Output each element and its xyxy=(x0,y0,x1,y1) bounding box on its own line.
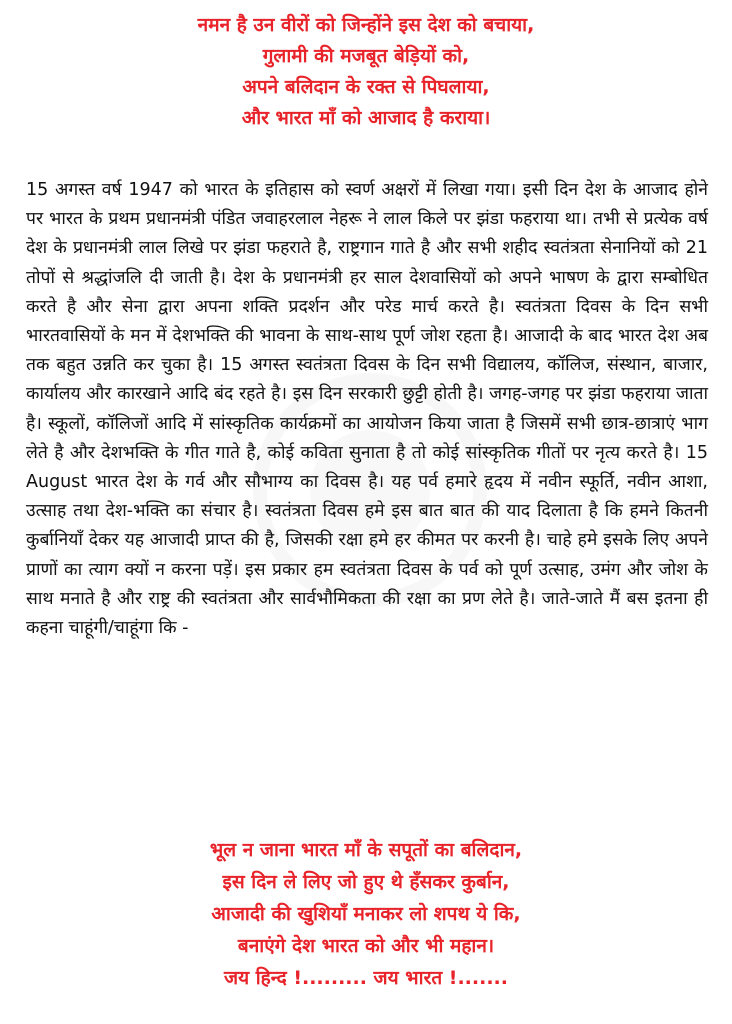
top-poem-line-2: गुलामी की मजबूत बेड़ियों को, xyxy=(262,45,470,67)
bottom-poem-line-2: इस दिन ले लिए जो हुए थे हँसकर कुर्बान, xyxy=(222,871,510,893)
top-poem-line-1: नमन है उन वीरों को जिन्होंने इस देश को बचाया, xyxy=(197,14,535,36)
essay-paragraph: 15 अगस्त वर्ष 1947 को भारत के इतिहास को स्वर्ण अक्षरों में लिखा गया। इसी दिन देश के आजाद होने पर भारत के प्रथम प्रधानमंत्री पंडित जवाहरलाल नेहरू ने लाल किले पर झंडा फहराया था। तभी से प्रत्येक वर्ष देश के प्रधानमंत्री लाल लिखे पर झंडा फहराते है, राष्ट्रगान गाते है और सभी शहीद स्वतंत्रता सेनानियों को 21 तोपों से श्रद्धांजलि दी जाती है। देश के प्रधानमंत्री हर साल देशवासियों को अपने भाषण के द्वारा सम्बोधित करते है और सेना द्वारा अपना शक्ति प्रदर्शन और परेड मार्च करते है। स्वतंत्रता दिवस के दिन सभी भारतवासियों के मन में देशभक्ति की भावना के साथ-साथ पूर्ण जोश रहता है। आजादी के बाद भारत देश अब तक बहुत उन्नति कर चुका है। 15 अगस्त स्वतंत्रता दिवस के दिन सभी विद्यालय, कॉलिज, संस्थान, बाजार, कार्यालय और कारखाने आदि बंद रहते है। इस दिन सरकारी छुट्टी होती है। जगह-जगह पर झंडा फहराया जाता है। स्कूलों, कॉलिजों आदि में सांस्कृतिक कार्यक्रमों का आयोजन किया जाता है जिसमें सभी छात्र-छात्राएं भाग लेते है और देशभक्ति के गीत गाते है, कोई कविता सुनाता है तो कोई सांस्कृतिक गीतों पर नृत्य करते है। 15 August भारत देश के गर्व और सौभाग्य का दिवस है। यह पर्व हमारे हृदय में नवीन स्फूर्ति, नवीन आशा, उत्साह तथा देश-भक्ति का संचार है। स्वतंत्रता दिवस हमे इस बात बात की याद दिलाता है कि हमने कितनी कुर्बानियाँ देकर यह आजादी प्राप्त की है, जिसकी रक्षा हमे हर कीमत पर करनी है। चाहे हमे इसके लिए अपने प्राणों का त्याग क्यों न करना पड़ें। इस प्रकार हम स्वतंत्रता दिवस के पर्व को पूर्ण उत्साह, उमंग और जोश के साथ मनाते है और राष्ट्र की स्वतंत्रता और सार्वभौमिकता की रक्षा का प्रण लेते है। जाते-जाते मैं बस इतना ही कहना चाहूंगी/चाहूंगा कि - xyxy=(26,180,708,639)
top-poem-line-4: और भारत माँ को आजाद है कराया। xyxy=(241,107,491,129)
top-poem-line-3: अपने बलिदान के रक्त से पिघलाया, xyxy=(242,76,490,98)
bottom-poem-line-5: जय हिन्द !......... जय भारत !....... xyxy=(224,967,508,989)
bottom-poem-line-1: भूल न जाना भारत माँ के सपूतों का बलिदान, xyxy=(209,839,523,861)
top-poem xyxy=(0,10,732,134)
bottom-poem-line-3: आजादी की खुशियाँ मनाकर लो शपथ ये कि, xyxy=(211,903,521,925)
bottom-poem-line-4: बनाएंगे देश भारत को और भी महान। xyxy=(237,935,495,957)
bottom-poem xyxy=(0,834,732,994)
